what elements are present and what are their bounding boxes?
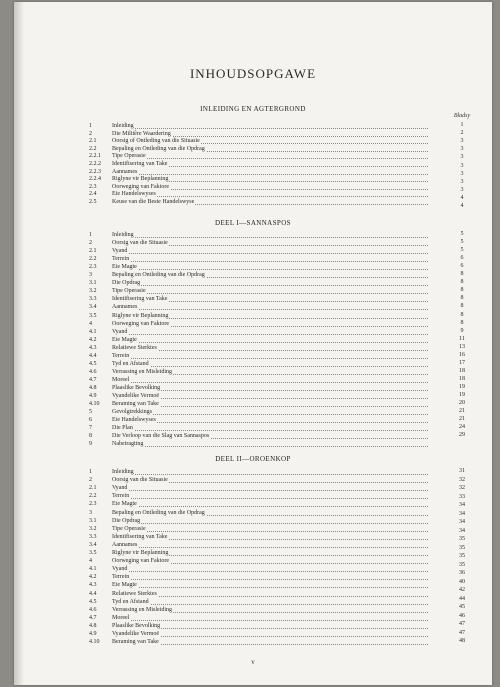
toc-page-number: 21	[459, 416, 465, 423]
toc-entry-number: 4.2	[89, 336, 97, 343]
toc-entry	[14, 264, 492, 271]
toc-entry-number: 2.2.2	[89, 161, 101, 167]
toc-page-number: 19	[459, 392, 465, 398]
toc-entry-number: 3.4	[89, 541, 97, 548]
leader-dots	[112, 506, 428, 507]
toc-page-number: 48	[459, 638, 465, 644]
toc-page-number: 42	[459, 587, 465, 593]
toc-entry-number: 4.3	[89, 344, 97, 351]
leader-dots	[112, 596, 428, 597]
toc-page-number: 33	[459, 493, 465, 500]
toc-page-number: 34	[459, 502, 465, 508]
toc-entry-number: 2.5	[89, 199, 97, 205]
leader-dots	[112, 285, 428, 286]
toc-entry-number: 2.4	[89, 191, 97, 198]
toc-entry-label: Die Opdrag	[112, 517, 141, 524]
toc-page-number: 11	[459, 335, 465, 342]
leader-dots	[112, 269, 428, 270]
toc-entry-number: 4.7	[89, 376, 97, 383]
toc-entry-label: Die Plan	[112, 425, 133, 432]
leader-dots	[112, 422, 428, 423]
toc-entry-number: 2	[89, 240, 92, 247]
leader-dots	[112, 293, 428, 294]
leader-dots	[112, 604, 428, 605]
toc-entry	[14, 377, 492, 384]
toc-page-number: 6	[460, 263, 464, 270]
toc-entry	[14, 345, 492, 352]
toc-entry-label: Bepaling en Ontleding van die Opdrag	[112, 509, 205, 516]
toc-entry	[14, 256, 492, 263]
toc-entry-label: Plaaslike Bevolking	[112, 384, 161, 391]
toc-entry-label: Terrein	[112, 352, 130, 359]
toc-entry	[14, 558, 492, 565]
toc-entry-number: 4.10	[89, 401, 100, 408]
leader-dots	[112, 309, 428, 310]
toc-entry-label: Terrein	[112, 256, 130, 263]
toc-entry-number: 4.1	[89, 566, 97, 573]
toc-entry-number: 3.1	[89, 517, 97, 524]
toc-entry-number: 3	[89, 509, 92, 516]
leader-dots	[112, 342, 428, 343]
toc-entry-label: Identifisering van Take	[112, 296, 168, 303]
toc-page-number: 21	[459, 408, 465, 415]
toc-entry	[14, 526, 492, 533]
leader-dots	[112, 531, 428, 532]
toc-entry-label: Moreel	[112, 376, 130, 383]
toc-entry-label: Tyd en Afstand	[112, 598, 149, 605]
toc-page-number: 5	[460, 231, 464, 237]
toc-entry-number: 4.2	[89, 574, 97, 581]
toc-entry-label: Riglyne vir Beplanning	[112, 550, 169, 556]
toc-page-number: 13	[459, 343, 465, 350]
toc-page-number: 24	[459, 424, 465, 431]
toc-entry	[14, 607, 492, 614]
toc-entry	[14, 199, 492, 206]
toc-entry-label: Eie Handelswyses	[112, 191, 156, 198]
toc-entry-label: Riglyne vir Beplanning	[112, 312, 169, 319]
toc-entry	[14, 191, 492, 198]
toc-entry-number: 2.2	[89, 493, 97, 500]
toc-entry-label: Oorweging van Faktore	[112, 320, 169, 327]
toc-page-number: 29	[459, 432, 465, 439]
leader-dots	[112, 474, 428, 475]
toc-page-number: 3	[460, 162, 464, 169]
toc-entry-label: Oorweging van Faktore	[112, 183, 169, 190]
toc-page-number: 8	[460, 319, 464, 326]
toc-entry	[14, 401, 492, 408]
toc-page-number: 8	[460, 271, 464, 278]
toc-entry	[14, 639, 492, 646]
toc-entry-label: Oorsig van die Situasie	[112, 477, 168, 484]
toc-entry	[14, 232, 492, 239]
toc-entry-label: Nabetragting	[112, 441, 144, 448]
toc-entry-number: 8	[89, 433, 92, 440]
toc-entry	[14, 138, 492, 145]
toc-entry-label: Eie Magte	[112, 582, 137, 589]
toc-page-number: 8	[460, 279, 464, 286]
toc-page-number: 32	[459, 485, 465, 491]
leader-dots	[112, 382, 428, 383]
section-heading: INLEIDING EN AGTERGROND	[200, 105, 306, 113]
toc-entry-number: 5	[89, 409, 92, 416]
leader-dots	[112, 128, 428, 129]
toc-entry-number: 4.9	[89, 631, 97, 637]
toc-entry-number: 4.3	[89, 582, 97, 589]
toc-entry	[14, 280, 492, 287]
toc-entry-label: Bepaling en Ontleding van die Opdrag	[112, 145, 205, 152]
toc-entry-label: Verrassing en Misleiding	[112, 368, 172, 375]
toc-page-number: 19	[459, 383, 465, 390]
leader-dots	[112, 334, 428, 335]
toc-page-number: 34	[459, 519, 465, 525]
toc-entry-number: 2.1	[89, 138, 97, 145]
leader-dots	[112, 158, 428, 159]
toc-entry	[14, 131, 492, 138]
toc-entry-label: Inleiding	[112, 123, 134, 129]
leader-dots	[112, 587, 428, 588]
leader-dots	[112, 366, 428, 367]
toc-entry-number: 3.2	[89, 288, 97, 295]
toc-entry-label: Identifisering van Take	[112, 161, 168, 167]
toc-page-number: 20	[459, 400, 465, 407]
toc-entry-number: 4.6	[89, 368, 97, 375]
toc-entry	[14, 599, 492, 606]
toc-page-number: 2	[460, 130, 464, 137]
toc-entry-number: 2.2	[89, 256, 97, 263]
toc-entry-label: Vyandelike Vermoë	[112, 631, 160, 637]
toc-entry	[14, 631, 492, 638]
toc-entry-number: 2.2.4	[89, 176, 101, 183]
leader-dots	[112, 446, 428, 447]
toc-entry-number: 4.7	[89, 614, 97, 621]
toc-page-number: 3	[460, 154, 464, 161]
toc-entry	[14, 353, 492, 360]
toc-entry	[14, 550, 492, 557]
toc-entry	[14, 361, 492, 368]
leader-dots	[112, 430, 428, 431]
toc-page-number: 35	[459, 536, 465, 542]
toc-entry-number: 7	[89, 425, 92, 432]
toc-entry	[14, 510, 492, 517]
toc-entry	[14, 566, 492, 573]
page-column-label: Bladsy	[453, 113, 471, 119]
toc-entry	[14, 321, 492, 328]
toc-entry	[14, 385, 492, 392]
toc-page-number: 35	[459, 544, 465, 551]
toc-entry-label: Die Verloop van die Slag van Sannaspos	[112, 433, 210, 440]
toc-entry-label: Vyand	[112, 328, 128, 335]
toc-entry-number: 4	[89, 320, 92, 327]
toc-page-number: 31	[459, 468, 465, 474]
toc-page-number: 16	[459, 351, 465, 358]
toc-entry	[14, 184, 492, 191]
toc-entry	[14, 433, 492, 440]
leader-dots	[112, 523, 428, 524]
toc-entry-label: Riglyne vir Beplanning	[112, 176, 169, 183]
toc-page-number: 44	[459, 595, 465, 602]
leader-dots	[112, 253, 428, 254]
toc-page-number: 3	[460, 170, 464, 177]
toc-entry-label: Oorsig of Ontleding van die Situasie	[112, 138, 200, 145]
toc-entry-number: 2.2.3	[89, 168, 101, 175]
toc-page-number: 6	[460, 255, 464, 262]
toc-page-number: 18	[459, 367, 465, 374]
page-title: INHOUDSOPGAWE	[189, 66, 317, 81]
toc-entry-number: 4.4	[89, 590, 97, 597]
leader-dots	[112, 490, 428, 491]
toc-page-number: 17	[459, 359, 465, 366]
toc-page-number: 47	[459, 629, 465, 636]
toc-entry-label: Aannames	[112, 304, 138, 311]
toc-entry-label: Terrein	[112, 493, 130, 500]
toc-entry-label: Beraming van Take	[112, 401, 159, 408]
toc-page-number: 32	[459, 476, 465, 483]
toc-entry-number: 1	[89, 232, 92, 238]
toc-entry-label: Die Militêre Waardering	[112, 130, 171, 137]
toc-entry	[14, 337, 492, 344]
toc-entry-number: 9	[89, 441, 92, 448]
toc-page-number: 34	[459, 527, 465, 534]
section-heading: DEEL I—SANNASPOS	[215, 219, 291, 227]
toc-entry-number: 3.1	[89, 280, 97, 287]
toc-entry-number: 2.1	[89, 248, 97, 255]
toc-entry-number: 4.9	[89, 393, 97, 399]
toc-page-number: 8	[460, 303, 464, 310]
toc-entry-label: Gevolgtrekkings	[112, 409, 152, 416]
toc-entry	[14, 296, 492, 303]
toc-entry	[14, 288, 492, 295]
toc-entry-label: Vyand	[112, 248, 128, 255]
toc-entry-number: 2.1	[89, 485, 97, 492]
leader-dots	[112, 414, 428, 415]
toc-entry-label: Die Opdrag	[112, 280, 141, 287]
leader-dots	[112, 547, 428, 548]
leader-dots	[112, 237, 428, 238]
leader-dots	[112, 196, 428, 197]
toc-entry	[14, 623, 492, 630]
toc-entry-label: Eie Magte	[112, 264, 137, 271]
toc-entry	[14, 146, 492, 153]
toc-entry-label: Tyd en Afstand	[112, 360, 149, 367]
toc-entry	[14, 417, 492, 424]
toc-entry-label: Tipe Operasie	[112, 525, 146, 532]
toc-entry-label: Vyand	[112, 485, 128, 492]
leader-dots	[112, 571, 428, 572]
toc-page-number: 35	[459, 561, 465, 568]
leader-dots	[112, 174, 428, 175]
toc-entry-number: 3	[89, 272, 92, 279]
toc-page-number: 8	[460, 295, 464, 302]
toc-page-number: 3	[460, 186, 464, 193]
toc-page-number: 4	[460, 194, 464, 201]
toc-entry-number: 6	[89, 417, 92, 424]
toc-page-number: 35	[459, 553, 465, 559]
toc-entry	[14, 469, 492, 476]
leader-dots	[112, 358, 428, 359]
toc-entry-number: 4.5	[89, 360, 97, 367]
toc-entry	[14, 153, 492, 160]
toc-page-number: 45	[459, 604, 465, 610]
toc-entry	[14, 441, 492, 448]
toc-entry-number: 2.3	[89, 501, 97, 508]
toc-page-number: 4	[460, 203, 464, 209]
toc-entry	[14, 393, 492, 400]
toc-entry-number: 3.4	[89, 304, 97, 311]
toc-entry-label: Oorweging van Faktore	[112, 558, 169, 565]
leader-dots	[112, 261, 428, 262]
toc-entry	[14, 612, 492, 622]
toc-entry-label: Terrein	[112, 574, 130, 581]
toc-entry	[14, 240, 492, 247]
toc-entry-number: 4.8	[89, 622, 97, 629]
toc-page-number: 34	[459, 510, 465, 517]
toc-entry-label: Relatiewe Sterktes	[112, 590, 157, 597]
toc-entry-label: Keuse van die Beste Handelswyse	[112, 199, 195, 205]
leader-dots	[112, 579, 428, 580]
toc-entry	[14, 313, 492, 320]
leader-dots	[112, 498, 428, 499]
toc-entry-label: Tipe Operasie	[112, 288, 146, 295]
toc-entry-label: Eie Handelswyses	[112, 417, 156, 424]
toc-entry-number: 1	[89, 123, 92, 129]
toc-page-number: 46	[459, 612, 465, 619]
toc-entry	[14, 161, 492, 168]
section-heading: DEEL II—OROENKOP	[215, 455, 291, 463]
toc-entry-label: Tipe Operasie	[112, 153, 146, 160]
toc-entry-label: Aannames	[112, 541, 138, 548]
toc-entry-number: 3.5	[89, 550, 97, 556]
toc-entry	[14, 591, 492, 598]
toc-entry-label: Beraming van Take	[112, 639, 159, 646]
toc-entry-label: Aannames	[112, 168, 138, 175]
toc-page-number: 40	[459, 578, 465, 585]
toc-entry-number: 4.5	[89, 598, 97, 605]
toc-entry-number: 3.3	[89, 533, 97, 540]
leader-dots	[112, 350, 428, 351]
toc-entry-label: Vyand	[112, 566, 128, 573]
toc-entry-number: 2	[89, 130, 92, 137]
toc-entry-number: 3.3	[89, 296, 97, 303]
toc-entry-number: 2.2.1	[89, 153, 101, 160]
toc-entry	[14, 501, 492, 508]
toc-page-number: 8	[460, 287, 464, 294]
toc-entry	[14, 176, 492, 183]
toc-entry-label: Identifisering van Take	[112, 533, 168, 540]
toc-entry-number: 2.3	[89, 183, 97, 190]
toc-page-number: 36	[459, 570, 465, 576]
toc-entry-label: Inleiding	[112, 232, 134, 238]
toc-entry-label: Plaaslike Bevolking	[112, 622, 161, 629]
page-number: v	[251, 658, 255, 666]
toc-entry-label: Relatiewe Sterktes	[112, 344, 157, 351]
toc-entry	[14, 574, 492, 581]
toc-page-number: 3	[460, 146, 464, 153]
toc-entry	[14, 542, 492, 549]
toc-entry-label: Eie Magte	[112, 501, 137, 508]
toc-entry	[14, 425, 492, 432]
toc-page-number: 18	[459, 375, 465, 382]
toc-entry-label: Inleiding	[112, 469, 134, 475]
toc-entry-number: 4.10	[89, 639, 100, 646]
toc-entry-number: 4	[89, 558, 92, 565]
toc-entry-number: 2.3	[89, 264, 97, 271]
toc-entry-label: Vyandelike Vermoë	[112, 393, 160, 399]
toc-page-number: 9	[460, 327, 464, 334]
toc-page-number: 5	[460, 239, 464, 246]
toc-entry	[14, 304, 492, 311]
toc-entry-number: 1	[89, 469, 92, 475]
toc-entry-number: 3.5	[89, 312, 97, 319]
toc-entry	[14, 582, 492, 589]
toc-entry-label: Verrassing en Misleiding	[112, 606, 172, 613]
toc-entry	[14, 329, 492, 336]
toc-entry	[14, 493, 492, 500]
toc-entry	[14, 272, 492, 279]
toc-entry-number: 4.1	[89, 328, 97, 335]
toc-entry	[14, 518, 492, 525]
toc-entry	[14, 485, 492, 492]
toc-entry-label: Eie Magte	[112, 336, 137, 343]
toc-page-number: 8	[460, 311, 464, 318]
toc-entry-number: 3.2	[89, 525, 97, 532]
toc-entry	[14, 534, 492, 541]
toc-entry-label: Oorsig van die Situasie	[112, 240, 168, 247]
toc-page-number: 3	[460, 138, 464, 145]
toc-entry	[14, 477, 492, 484]
toc-entry-number: 2.2	[89, 145, 97, 152]
toc-page-number: 5	[460, 247, 464, 254]
toc-entry	[14, 369, 492, 376]
toc-entry-label: Bepaling en Ontleding van die Opdrag	[112, 272, 205, 279]
toc-entry-number: 4.6	[89, 606, 97, 613]
toc-entry-number: 4.8	[89, 384, 97, 391]
toc-entry	[14, 409, 492, 416]
toc-entry	[14, 123, 492, 130]
toc-page-number: 1	[460, 122, 464, 128]
leader-dots	[112, 620, 428, 621]
toc-entry	[14, 248, 492, 255]
toc-entry-label: Moreel	[112, 614, 130, 621]
toc-entry-number: 4.4	[89, 352, 97, 359]
toc-entry-number: 2	[89, 477, 92, 484]
toc-page-number: 3	[460, 178, 464, 185]
toc-entry	[14, 169, 492, 176]
book-page	[14, 2, 492, 685]
toc-page-number: 47	[459, 621, 465, 627]
